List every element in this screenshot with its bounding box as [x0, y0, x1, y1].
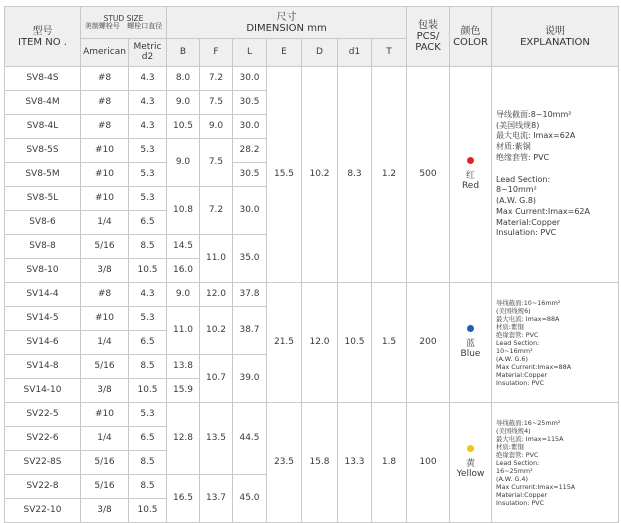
color-cn: 蓝 [466, 338, 476, 349]
expl-line: 导线截面:16~25mm² [496, 418, 561, 427]
dim-b: 10.8 [167, 187, 200, 235]
metric-d2: 4.3 [129, 67, 167, 91]
header-expl-en: EXPLANATION [520, 36, 590, 48]
color-cn: 黄 [466, 458, 476, 469]
expl-line: Lead Section: [496, 338, 540, 347]
header-dim-t: T [372, 39, 407, 67]
header-item-cn: 型号 [32, 25, 53, 37]
dim-f: 7.5 [200, 91, 233, 115]
dim-f: 10.2 [200, 307, 233, 355]
expl-line [496, 164, 614, 175]
header-dim-cn: 尺寸 [276, 11, 297, 23]
dim-l: 30.0 [233, 187, 267, 235]
header-pack [407, 7, 450, 67]
header-metric-label: Metric [133, 41, 162, 52]
dim-l: 38.7 [233, 307, 267, 355]
metric-d2: 5.3 [129, 187, 167, 211]
dim-f: 7.2 [200, 187, 233, 235]
dim-f: 11.0 [200, 235, 233, 283]
dim-l: 30.0 [233, 67, 267, 91]
header-stud-cn-a: 美制螺栓号 [84, 21, 120, 30]
dim-b: 11.0 [167, 307, 200, 355]
dim-b: 9.0 [167, 283, 200, 307]
item-no: SV14-6 [5, 331, 81, 355]
expl-line: Material:Copper [496, 370, 548, 379]
expl-line: (A.W. G.8) [496, 196, 537, 206]
expl-line: 16~25mm² [496, 466, 533, 475]
metric-d2: 6.5 [129, 211, 167, 235]
header-dim-f: F [200, 39, 233, 67]
dim-b: 8.0 [167, 67, 200, 91]
dim-b: 14.5 [167, 235, 200, 259]
dim-b: 9.0 [167, 139, 200, 187]
header-item-no [5, 7, 81, 67]
metric-d2: 8.5 [129, 355, 167, 379]
expl-line: 材质:紫铜 [496, 322, 524, 331]
expl-line: Insulation: PVC [496, 498, 545, 507]
dim-b: 9.0 [167, 91, 200, 115]
american-size: #8 [81, 91, 129, 115]
metric-d2: 8.5 [129, 475, 167, 499]
item-no: SV8-10 [5, 259, 81, 283]
dim-b: 15.9 [167, 379, 200, 403]
dim-f: 13.5 [200, 403, 233, 475]
item-no: SV8-4M [5, 91, 81, 115]
spec-table [4, 6, 619, 523]
dim-b: 10.5 [167, 115, 200, 139]
expl-line: 最大电流: Imax=88A [496, 314, 560, 323]
expl-line: Insulation: PVC [496, 378, 545, 387]
yellow-dot-icon [467, 445, 474, 452]
metric-d2: 10.5 [129, 259, 167, 283]
expl-line: Lead Section: [496, 174, 551, 184]
dim-l: 30.0 [233, 115, 267, 139]
dim-d1: 13.3 [338, 403, 372, 523]
header-dim-d: D [302, 39, 338, 67]
color-cn: 红 [466, 170, 476, 181]
expl-line: Insulation: PVC [496, 228, 557, 238]
header-metric [129, 39, 167, 67]
dim-l: 28.2 [233, 139, 267, 163]
expl-line: 10~16mm² [496, 346, 533, 355]
dim-f: 9.0 [200, 115, 233, 139]
expl-line: (A.W. G.4) [496, 474, 528, 483]
item-no: SV22-8S [5, 451, 81, 475]
dim-b: 16.0 [167, 259, 200, 283]
item-no: SV8-6 [5, 211, 81, 235]
dim-b: 12.8 [167, 403, 200, 475]
dim-e: 23.5 [267, 403, 302, 523]
american-size: 3/8 [81, 499, 129, 523]
dim-t: 1.8 [372, 403, 407, 523]
expl-line: (美国线规8) [496, 120, 540, 130]
item-no: SV22-5 [5, 403, 81, 427]
item-no: SV14-8 [5, 355, 81, 379]
metric-d2: 4.3 [129, 91, 167, 115]
american-size: #8 [81, 115, 129, 139]
item-no: SV8-5L [5, 187, 81, 211]
header-dim-d1: d1 [338, 39, 372, 67]
color-cell-blue [450, 283, 492, 403]
table-row [5, 403, 619, 427]
expl-line: 绝缘套管: PVC [496, 330, 539, 339]
color-cell-yellow [450, 403, 492, 523]
dim-e: 21.5 [267, 283, 302, 403]
expl-line: 最大电流: Imax=62A [496, 131, 576, 141]
table-row [5, 67, 619, 91]
american-size: #8 [81, 283, 129, 307]
dim-d: 15.8 [302, 403, 338, 523]
american-size: #10 [81, 307, 129, 331]
expl-line: (美国线规4) [496, 426, 531, 435]
dim-f: 12.0 [200, 283, 233, 307]
dim-e: 15.5 [267, 67, 302, 283]
header-stud-label: STUD SIZE [103, 13, 144, 23]
item-no: SV22-6 [5, 427, 81, 451]
metric-d2: 5.3 [129, 307, 167, 331]
dim-d1: 10.5 [338, 283, 372, 403]
dim-d: 12.0 [302, 283, 338, 403]
expl-line: 导线截面:10~16mm² [496, 298, 561, 307]
dim-l: 39.0 [233, 355, 267, 403]
metric-d2: 6.5 [129, 427, 167, 451]
item-no: SV8-5M [5, 163, 81, 187]
expl-line: 导线截面:8~10mm² [496, 109, 572, 119]
dim-l: 44.5 [233, 403, 267, 475]
dim-f: 7.5 [200, 139, 233, 187]
expl-line: Max Current:Imax=115A [496, 482, 576, 491]
expl-line: Max Current:Imax=88A [496, 362, 572, 371]
american-size: 3/8 [81, 259, 129, 283]
expl-line: (美国线规6) [496, 306, 531, 315]
header-expl-cn: 说明 [545, 25, 566, 37]
american-size: 3/8 [81, 379, 129, 403]
american-size: #10 [81, 163, 129, 187]
american-size: 1/4 [81, 331, 129, 355]
american-size: #10 [81, 187, 129, 211]
header-pack-cn: 包装 [418, 20, 439, 31]
header-explanation [492, 7, 619, 67]
header-stud-cn-b: 螺栓口直径 [127, 21, 163, 30]
dim-d: 10.2 [302, 67, 338, 283]
metric-d2: 5.3 [129, 403, 167, 427]
dim-d1: 8.3 [338, 67, 372, 283]
blue-dot-icon [467, 325, 474, 332]
metric-d2: 8.5 [129, 451, 167, 475]
item-no: SV22-10 [5, 499, 81, 523]
table-header [5, 7, 619, 67]
american-size: #8 [81, 67, 129, 91]
item-no: SV14-10 [5, 379, 81, 403]
metric-d2: 5.3 [129, 139, 167, 163]
american-size: 5/16 [81, 355, 129, 379]
color-en: Yellow [456, 469, 485, 480]
dim-b: 13.8 [167, 355, 200, 379]
metric-d2: 10.5 [129, 499, 167, 523]
red-dot-icon [467, 157, 474, 164]
pack-qty: 100 [407, 403, 450, 523]
item-no: SV14-5 [5, 307, 81, 331]
header-dim-b: B [167, 39, 200, 67]
item-no: SV22-8 [5, 475, 81, 499]
spec-table-container [4, 6, 619, 523]
explanation-sv22 [492, 403, 619, 523]
dim-t: 1.2 [372, 67, 407, 283]
expl-line: 8~10mm² [496, 185, 537, 195]
dim-l: 37.8 [233, 283, 267, 307]
header-pack-en2: PACK [415, 42, 441, 53]
color-en: Blue [460, 349, 481, 360]
expl-line: 绝缘套管: PVC [496, 450, 539, 459]
dim-f: 10.7 [200, 355, 233, 403]
header-stud-size [81, 7, 167, 39]
american-size: #10 [81, 139, 129, 163]
item-no: SV14-4 [5, 283, 81, 307]
header-american: American [81, 39, 129, 67]
american-size: 1/4 [81, 211, 129, 235]
dim-l: 35.0 [233, 235, 267, 283]
american-size: 1/4 [81, 427, 129, 451]
header-color-en: COLOR [453, 36, 488, 48]
dim-t: 1.5 [372, 283, 407, 403]
item-no: SV8-5S [5, 139, 81, 163]
expl-line: Material:Copper [496, 217, 561, 227]
item-no: SV8-4S [5, 67, 81, 91]
explanation-sv14 [492, 283, 619, 403]
pack-qty: 500 [407, 67, 450, 283]
expl-line: Max Current:Imax=62A [496, 206, 590, 216]
item-no: SV8-4L [5, 115, 81, 139]
american-size: #10 [81, 403, 129, 427]
expl-line: 绝缘套管: PVC [496, 152, 550, 162]
dim-f: 13.7 [200, 475, 233, 523]
dim-f: 7.2 [200, 67, 233, 91]
header-color [450, 7, 492, 67]
header-dim-e: E [267, 39, 302, 67]
header-dimension [167, 7, 407, 39]
header-d2-label: d2 [141, 51, 154, 62]
header-dim-l: L [233, 39, 267, 67]
metric-d2: 4.3 [129, 115, 167, 139]
expl-line: (A.W. G.6) [496, 354, 528, 363]
american-size: 5/16 [81, 451, 129, 475]
dim-b: 16.5 [167, 475, 200, 523]
color-en: Red [461, 181, 480, 192]
table-row [5, 283, 619, 307]
expl-line: Lead Section: [496, 458, 540, 467]
header-item-en: ITEM NO . [18, 36, 67, 48]
expl-line: 材质:紫铜 [496, 142, 531, 152]
dim-l: 30.5 [233, 91, 267, 115]
expl-line: Material:Copper [496, 490, 548, 499]
metric-d2: 8.5 [129, 235, 167, 259]
header-pack-en1: PCS/ [416, 31, 440, 42]
table-body [5, 67, 619, 523]
item-no: SV8-8 [5, 235, 81, 259]
header-color-cn: 颜色 [460, 25, 481, 37]
expl-line: 最大电流: Imax=115A [496, 434, 564, 443]
dim-l: 45.0 [233, 475, 267, 523]
color-cell-red [450, 67, 492, 283]
american-size: 5/16 [81, 235, 129, 259]
explanation-sv8 [492, 67, 619, 283]
metric-d2: 10.5 [129, 379, 167, 403]
header-dim-en: DIMENSION mm [246, 22, 327, 34]
american-size: 5/16 [81, 475, 129, 499]
metric-d2: 4.3 [129, 283, 167, 307]
metric-d2: 6.5 [129, 331, 167, 355]
dim-l: 30.5 [233, 163, 267, 187]
expl-line: 材质:紫铜 [496, 442, 524, 451]
metric-d2: 5.3 [129, 163, 167, 187]
pack-qty: 200 [407, 283, 450, 403]
